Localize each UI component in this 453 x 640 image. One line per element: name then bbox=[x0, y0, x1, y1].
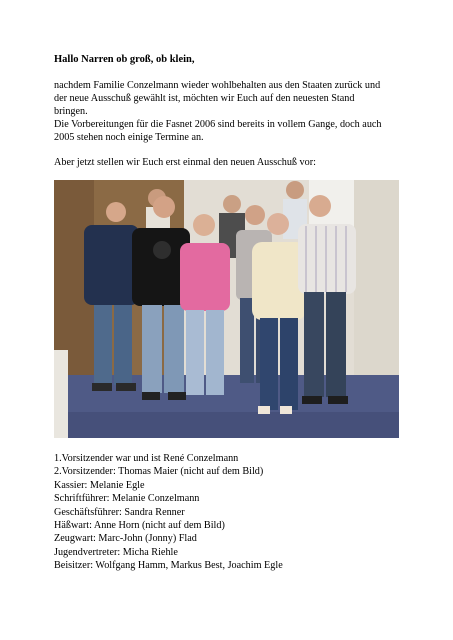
list-item: Kassier: Melanie Egle bbox=[54, 479, 145, 491]
list-item: 2.Vorsitzender: Thomas Maier (nicht auf dem Bild) bbox=[54, 466, 264, 478]
list-item: Geschäftsführer: Sandra Renner bbox=[54, 506, 185, 518]
intro-line: Die Vorbereitungen für die Fasnet 2006 sind bereits in vollem Gange, doch auch bbox=[54, 119, 382, 130]
intro-line: der neue Ausschuß gewählt ist, möchten wir Euch auf den neuesten Stand bbox=[54, 93, 355, 104]
list-item: Beisitzer: Wolfgang Hamm, Markus Best, Joachim Egle bbox=[54, 560, 283, 572]
list-item: Schriftführer: Melanie Conzelmann bbox=[54, 493, 200, 505]
list-item: Häßwart: Anne Horn (nicht auf dem Bild) bbox=[54, 520, 225, 532]
list-item: Zeugwart: Marc-John (Jonny) Flad bbox=[54, 533, 197, 545]
committee-list bbox=[54, 452, 414, 573]
intro-line: bringen. bbox=[54, 106, 88, 117]
intro-paragraph bbox=[54, 79, 404, 144]
intro-line: 2005 stehen noch einige Termine an. bbox=[54, 132, 204, 143]
group-photo bbox=[54, 180, 399, 438]
list-item: 1.Vorsitzender war und ist René Conzelmann bbox=[54, 453, 239, 464]
lead-in-paragraph bbox=[54, 156, 404, 169]
intro-line: nachdem Familie Conzelmann wieder wohlbehalten aus den Staaten zurück und bbox=[54, 80, 381, 91]
list-item: Jugendvertreter: Micha Riehle bbox=[54, 546, 178, 558]
lead-in-line: Aber jetzt stellen wir Euch erst einmal den neuen Ausschuß vor: bbox=[54, 157, 316, 168]
greeting-heading: Hallo Narren ob groß, ob klein, bbox=[54, 54, 195, 65]
